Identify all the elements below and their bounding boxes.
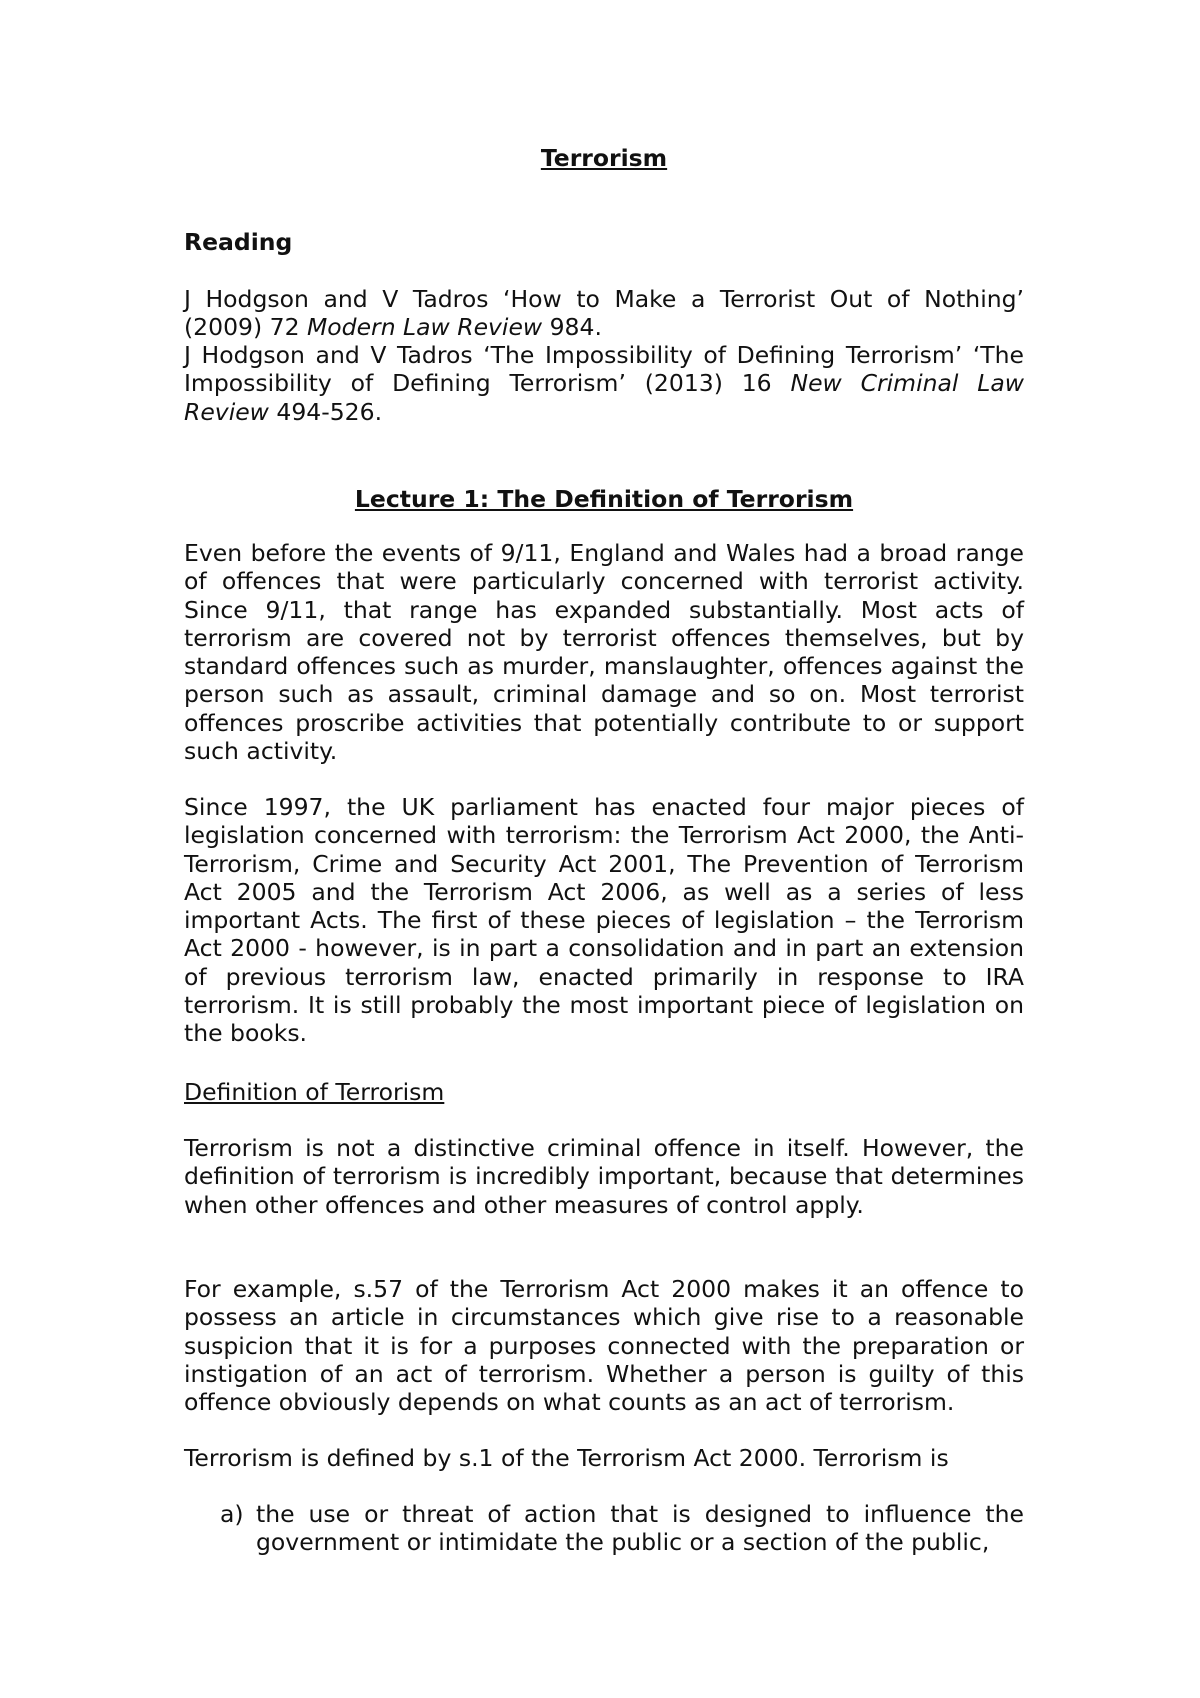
journal-title: Modern Law Review [307, 313, 543, 342]
reference-text: 984. [542, 313, 602, 342]
definition-heading: Definition of Terrorism [184, 1078, 445, 1106]
list-item-text: the use or threat of action that is designed to influence the government or intimidate the public or a section of the public, [256, 1500, 1024, 1557]
lecture-title: Lecture 1: The Definition of Terrorism [354, 485, 854, 513]
reference-text: J Hodgson and V Tadros ‘How to Make a Terrorist Out of Nothing’ (2009) 72 [184, 285, 1024, 342]
reference-text: J Hodgson and V Tadros ‘The Impossibility of Defining Terrorism’ ‘The Impossibility of Defining Terrorism’ (2013) 16 [184, 341, 1024, 398]
body-paragraph: Since 1997, the UK parliament has enacted four major pieces of legislation concerned with terrorism: the Terrorism Act 2000, the Anti-Terrorism, Crime and Security Act 2001, The Prevention of Terrorism Act 2005 and the Terrorism Act 2006, as well as a series of less important Acts. The first of these pieces of legislation – the Terrorism Act 2000 - however, is in part a consolidation and in part an extension of previous terrorism law, enacted primarily in response to IRA terrorism. It is still probably the most important piece of legislation on the books. [184, 793, 1024, 1048]
body-paragraph: Even before the events of 9/11, England and Wales had a broad range of offences that were particularly concerned with terrorist activity. Since 9/11, that range has expanded substantially. Most acts of terrorism are covered not by terrorist offences themselves, but by standard offences such as murder, manslaughter, offences against the person such as assault, criminal damage and so on. Most terrorist offences proscribe activities that potentially contribute to or support such activity. [184, 539, 1024, 766]
list-marker: a) [220, 1500, 244, 1528]
reading-heading: Reading [184, 228, 293, 256]
definition-list [184, 1500, 1024, 1557]
body-paragraph: Terrorism is defined by s.1 of the Terrorism Act 2000. Terrorism is [184, 1444, 949, 1472]
document-title: Terrorism [540, 144, 668, 172]
body-paragraph: Terrorism is not a distinctive criminal offence in itself. However, the definition of terrorism is incredibly important, because that determines when other offences and other measures of control apply. [184, 1134, 1024, 1219]
reading-reference-1 [184, 285, 1024, 342]
body-paragraph: For example, s.57 of the Terrorism Act 2000 makes it an offence to possess an article in circumstances which give rise to a reasonable suspicion that it is for a purposes connected with the preparation or instigation of an act of terrorism. Whether a person is guilty of this offence obviously depends on what counts as an act of terrorism. [184, 1275, 1024, 1417]
reference-text: 494-526. [268, 397, 383, 426]
journal-title: New Criminal Law Review [184, 369, 1024, 426]
list-item [184, 1500, 1024, 1557]
reading-reference-2 [184, 341, 1024, 426]
